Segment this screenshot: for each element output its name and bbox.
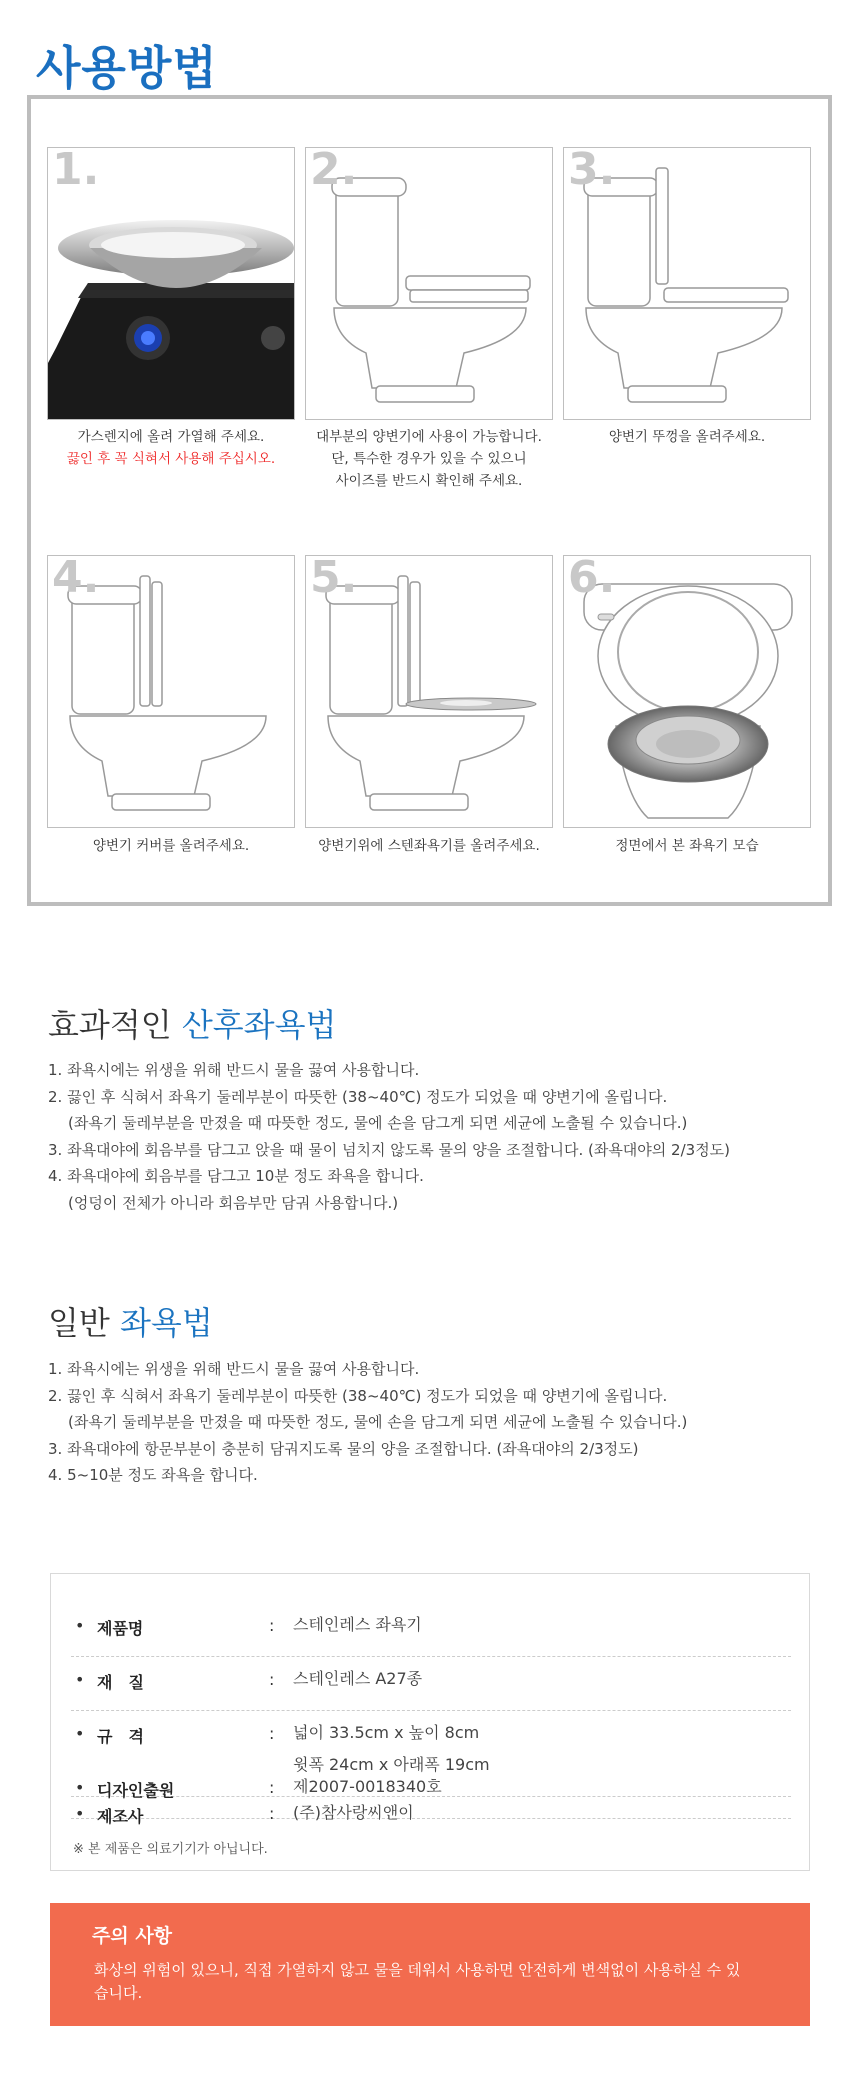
spec-value: 스테인레스 좌욕기 xyxy=(293,1615,422,1634)
list-item: 1. 좌욕시에는 위생을 위해 반드시 물을 끓여 사용합니다. xyxy=(48,1360,420,1378)
title-highlight: 좌욕법 xyxy=(120,1304,213,1342)
caption-warning: 끓인 후 꼭 식혀서 사용해 주십시오. xyxy=(66,451,276,467)
caption-line: 양변기 커버를 올려주세요. xyxy=(92,838,250,854)
bullet: • xyxy=(75,1616,85,1635)
caution-body: 화상의 위험이 있으니, 직접 가열하지 않고 물을 데워서 사용하면 안전하게 변색없이 사용하실 수 있습니다. xyxy=(94,1961,741,2002)
list-item: 2. 끓인 후 식혀서 좌욕기 둘레부분이 따뜻한 (38~40℃) 정도가 되었을 때 양변기에 올립니다. xyxy=(48,1386,668,1405)
step-4-image xyxy=(47,555,295,828)
list-item-note: (좌욕기 둘레부분을 만졌을 때 따뜻한 정도, 물에 손을 담그게 되면 세균에 노출될 수 있습니다.) xyxy=(68,1413,688,1431)
spec-table xyxy=(50,1573,810,1871)
caption-line: 대부분의 양변기에 사용이 가능합니다. 단, 특수한 경우가 있을 수 있으니 사이즈를 반드시 확인해 주세요. xyxy=(316,429,542,489)
list-item: 4. 5~10분 정도 좌욕을 합니다. xyxy=(48,1466,258,1484)
spec-row-material xyxy=(71,1670,791,1711)
caution-box xyxy=(50,1903,810,2026)
list-item: 3. 좌욕대야에 항문부분이 충분히 담궈지도록 물의 양을 조절합니다. (좌욕대야의 2/3정도) xyxy=(48,1439,639,1458)
caption-line: 양변기 뚜껑을 올려주세요. xyxy=(608,429,766,445)
steps-frame xyxy=(27,95,832,906)
spec-note: ※ 본 제품은 의료기기가 아닙니다. xyxy=(73,1842,268,1857)
colon: : xyxy=(269,1778,275,1797)
list-item: 4. 좌욕대야에 회음부를 담그고 10분 정도 좌욕을 합니다. xyxy=(48,1167,424,1185)
step-6-image xyxy=(563,555,811,828)
step-2-image xyxy=(305,147,553,420)
spec-value-line: 윗폭 24cm x 아래폭 19cm xyxy=(293,1755,490,1774)
bullet: • xyxy=(75,1670,85,1689)
step-number: 6. xyxy=(568,555,616,603)
spec-row-design xyxy=(71,1778,791,1819)
bullet: • xyxy=(75,1778,85,1797)
step-number: 5. xyxy=(310,555,358,603)
step-3-image xyxy=(563,147,811,420)
caption-line: 양변기위에 스텐좌욕기를 올려주세요. xyxy=(318,838,540,854)
spec-value: 스테인레스 A27종 xyxy=(293,1669,423,1688)
title-plain: 일반 xyxy=(48,1304,120,1342)
colon: : xyxy=(269,1804,275,1823)
spec-row-name xyxy=(71,1616,791,1657)
colon: : xyxy=(269,1616,275,1635)
spec-key: 제품명 xyxy=(97,1619,144,1638)
list-item-note: (좌욕기 둘레부분을 만졌을 때 따뜻한 정도, 물에 손을 담그게 되면 세균에 노출될 수 있습니다.) xyxy=(68,1114,688,1132)
spec-key: 규 격 xyxy=(97,1727,144,1746)
general-title xyxy=(48,1298,213,1344)
bullet: • xyxy=(75,1724,85,1743)
list-item: 1. 좌욕시에는 위생을 위해 반드시 물을 끓여 사용합니다. xyxy=(48,1061,420,1079)
caption-line: 정면에서 본 좌욕기 모습 xyxy=(615,838,759,854)
spec-key: 디자인출원 xyxy=(97,1781,175,1800)
caption-line: 가스렌지에 올려 가열해 주세요. xyxy=(77,429,265,445)
step-2-caption xyxy=(305,426,553,492)
step-number: 2. xyxy=(310,147,358,195)
spec-value: 제2007-0018340호 xyxy=(293,1777,442,1796)
colon: : xyxy=(269,1724,275,1743)
spec-value-line: 넓이 33.5cm x 높이 8cm xyxy=(293,1723,480,1742)
step-4-caption xyxy=(47,835,295,857)
postpartum-title xyxy=(48,1000,336,1046)
caution-title: 주의 사항 xyxy=(92,1925,173,1947)
list-item: 2. 끓인 후 식혀서 좌욕기 둘레부분이 따뜻한 (38~40℃) 정도가 되었을 때 양변기에 올립니다. xyxy=(48,1087,668,1106)
step-number: 1. xyxy=(52,147,100,195)
step-5-caption xyxy=(305,835,553,857)
spec-key: 재 질 xyxy=(97,1673,144,1692)
step-5-image xyxy=(305,555,553,828)
step-3-caption xyxy=(563,426,811,448)
title-plain: 효과적인 xyxy=(48,1006,182,1044)
step-6-caption xyxy=(563,835,811,857)
step-1-image xyxy=(47,147,295,420)
colon: : xyxy=(269,1670,275,1689)
list-item-note: (엉덩이 전체가 아니라 회음부만 담궈 사용합니다.) xyxy=(68,1193,399,1212)
spec-key: 제조사 xyxy=(97,1807,144,1826)
step-number: 3. xyxy=(568,147,616,195)
step-number: 4. xyxy=(52,555,100,603)
title-highlight: 산후좌욕법 xyxy=(181,1006,337,1044)
general-list xyxy=(48,1356,687,1489)
list-item: 3. 좌욕대야에 회음부를 담그고 앉을 때 물이 넘치지 않도록 물의 양을 조절합니다. (좌욕대야의 2/3정도) xyxy=(48,1140,731,1159)
postpartum-list xyxy=(48,1057,730,1216)
spec-value: (주)참사랑씨앤이 xyxy=(293,1803,414,1822)
page-title: 사용방법 xyxy=(36,41,218,95)
bullet: • xyxy=(75,1804,85,1823)
step-1-caption xyxy=(47,426,295,470)
